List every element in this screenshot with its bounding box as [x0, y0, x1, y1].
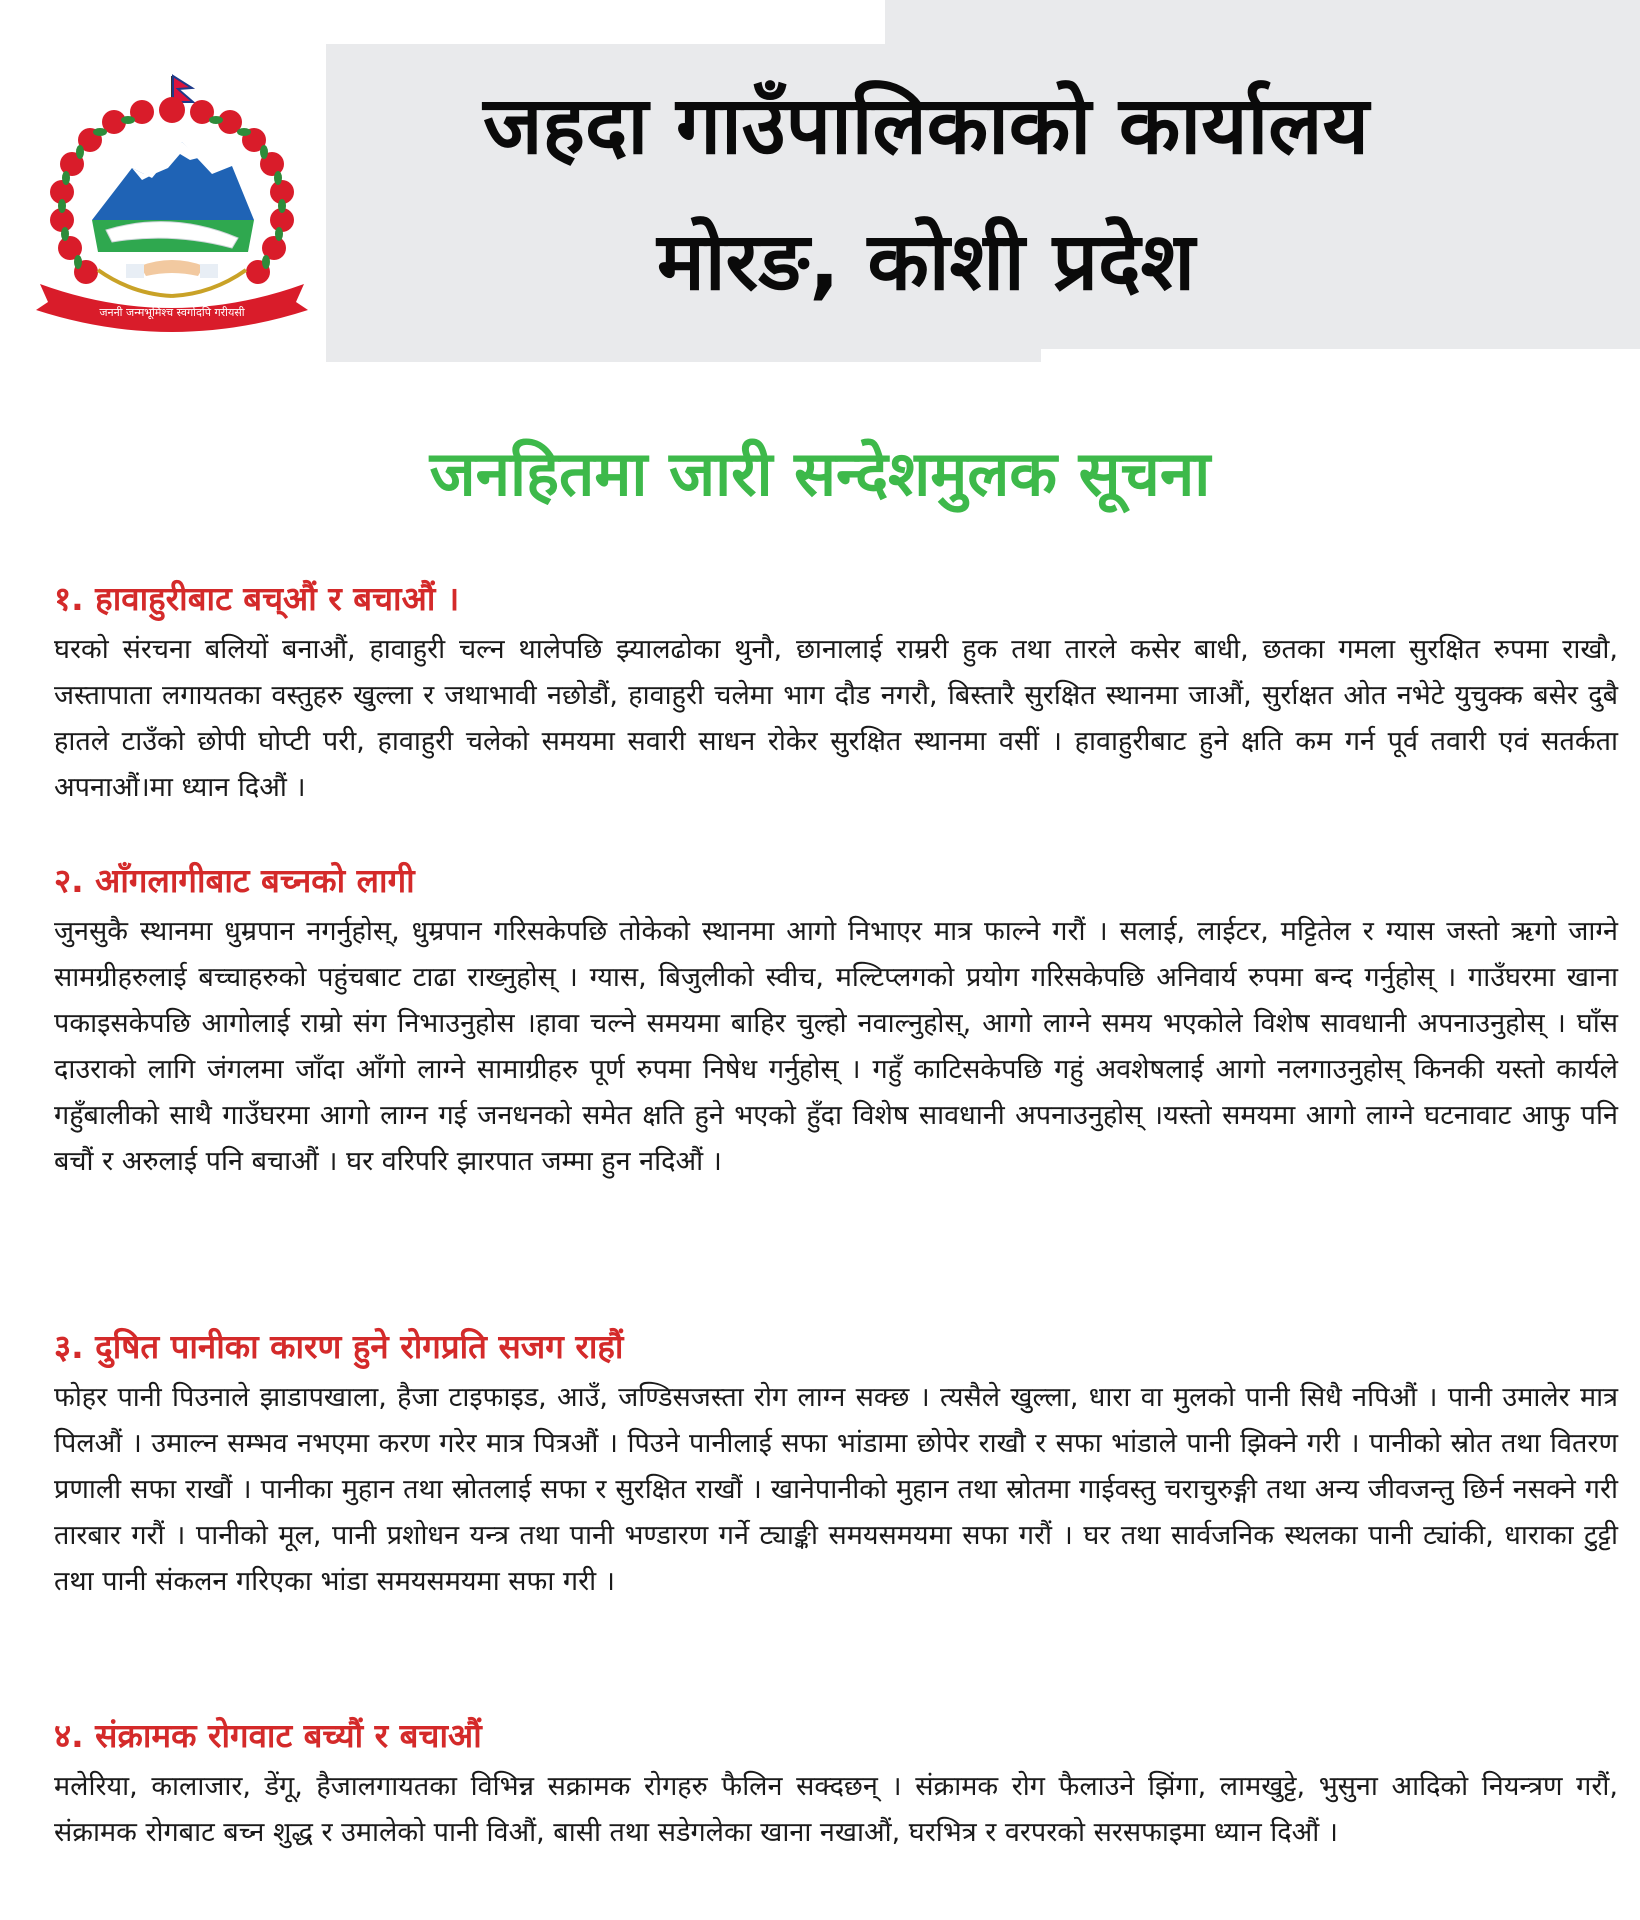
section-title: ४. संक्रामक रोगवाट बच्यौं र बचाऔं [54, 1716, 482, 1755]
section-contaminated-water [54, 1326, 1618, 1605]
section-infectious-disease [54, 1715, 1618, 1856]
office-title: जहदा गाउँपालिकाको कार्यालय [483, 79, 1369, 172]
section-body: घरको संरचना बलियों बनाऔं, हावाहुरी चल्न थालेपछि झ्यालढोका थुनौ, छानालाई राम्ररी हुक तथा तारले कसेर बाधी, छतका गमला सुरक्षित रुपमा राखौ, जस्तापाता लगायतका वस्तुहरु खुल्ला र जथाभावी नछोडौं, हावाहुरी चलेमा भाग दौड नगरौ, बिस्तारै सुरक्षित स्थानमा जाऔं, सुर्राक्षत ओत नभेटे युचुक्क बसेर दुबै हातले टाउँको छोपी घोप्टी परी, हावाहुरी चलेको समयमा सवारी साधन रोकेर सुरक्षित स्थानमा वसीं । हावाहुरीबाट हुने क्षति कम गर्न पूर्व तवारी एवं सतर्कता अपनाऔं।मा ध्यान दिऔं । [54, 633, 1618, 803]
nepal-emblem-icon [22, 70, 322, 340]
header [0, 0, 1640, 370]
section-body: जुनसुकै स्थानमा धुम्रपान नगर्नुहोस्, धुम्रपान गरिसकेपछि तोकेको स्थानमा आगो निभाएर मात्र फाल्ने गरौं । सलाई, लाईटर, मट्टितेल र ग्यास जस्तो ऋगो जाग्ने सामग्रीहरुलाई बच्चाहरुको पहुंचबाट टाढा राख्नुहोस् । ग्यास, बिजुलीको स्वीच, मल्टिप्लगको प्रयोग गरिसकेपछि अनिवार्य रुपमा बन्द गर्नुहोस् । गाउँघरमा खाना पकाइसकेपछि आगोलाई राम्रो संग निभाउनुहोस ।हावा चल्ने समयमा बाहिर चुल्हो नवाल्नुहोस्, आगो लाग्ने समय भएकोले विशेष सावधानी अपनाउनुहोस् । घाँस दाउराको लागि जंगलमा जाँदा आँगो लाग्ने सामाग्रीहरु पूर्ण रुपमा निषेध गर्नुहोस् । गहुँ काटिसकेपछि गहुं अवशेषलाई आगो नलगाउनुहोस् किनकी यस्तो कार्यले गहुँबालीको साथै गाउँघरमा आगो लाग्न गई जनधनको समेत क्षति हुने भएको हुँदा विशेष सावधानी अपनाउनुहोस् ।यस्तो समयमा आगो लाग्ने घटनावाट आफु पनि बचौं र अरुलाई पनि बचाऔं । घर वरिपरि झारपात जम्मा हुन नदिऔं । [54, 915, 1618, 1177]
title-background-top [885, 0, 1640, 44]
office-location: मोरङ, कोशी प्रदेश [656, 215, 1195, 308]
section-title: २. आँगलागीबाट बच्नको लागी [54, 861, 415, 900]
svg-text:जननी जन्मभूमिश्च स्वर्गादपि गर: जननी जन्मभूमिश्च स्वर्गादपि गरीयसी [99, 306, 245, 319]
section-title: ३. दुषित पानीका कारण हुने रोगप्रति सजग राहौं [54, 1327, 624, 1366]
section-body: मलेरिया, कालाजार, डेंगू, हैजालगायतका विभिन्न सक्रामक रोगहरु फैलिन सक्दछन् । संक्रामक रोग फैलाउने झिंगा, लामखुट्टे, भुसुना आदिको नियन्त्रण गरौं, संक्रामक रोगबाट बच्न शुद्ध र उमालेको पानी विऔं, बासी तथा सडेगलेका खाना नखाऔं, घरभित्र र वरपरको सरसफाइमा ध्यान दिऔं । [54, 1770, 1618, 1848]
notice-heading: जनहितमा जारी सन्देशमुलक सूचना [429, 437, 1211, 510]
section-title: १. हावाहुरीबाट बच्औं र बचाऔं । [54, 579, 460, 618]
section-windstorm [54, 578, 1618, 811]
section-body: फोहर पानी पिउनाले झाडापखाला, हैजा टाइफाइड, आउँ, जण्डिसजस्ता रोग लाग्न सक्छ । त्यसैले खुल्ला, धारा वा मुलको पानी सिधै नपिऔं । पानी उमालेर मात्र पिलऔं । उमाल्न सम्भव नभएमा करण गरेर मात्र पित्रऔं । पिउने पानीलाई सफा भांडामा छोपेर राखौ र सफा भांडाले पानी झिक्ने गरी । पानीको स्रोत तथा वितरण प्रणाली सफा राखौं । पानीका मुहान तथा स्रोतलाई सफा र सुरक्षित राखौं । खानेपानीको मुहान तथा स्रोतमा गाईवस्तु चराचुरुङ्गी तथा अन्य जीवजन्तु छिर्न नसक्ने गरी तारबार गरौं । पानीको मूल, पानी प्रशोधन यन्त्र तथा पानी भण्डारण गर्ने ट्याङ्की समयसमयमा सफा गरौं । घर तथा सार्वजनिक स्थलका पानी ट्यांकी, धाराका टुट्टी तथा पानी संकलन गरिएका भांडा समयसमयमा सफा गरी । [54, 1381, 1618, 1597]
section-fire [54, 860, 1618, 1185]
